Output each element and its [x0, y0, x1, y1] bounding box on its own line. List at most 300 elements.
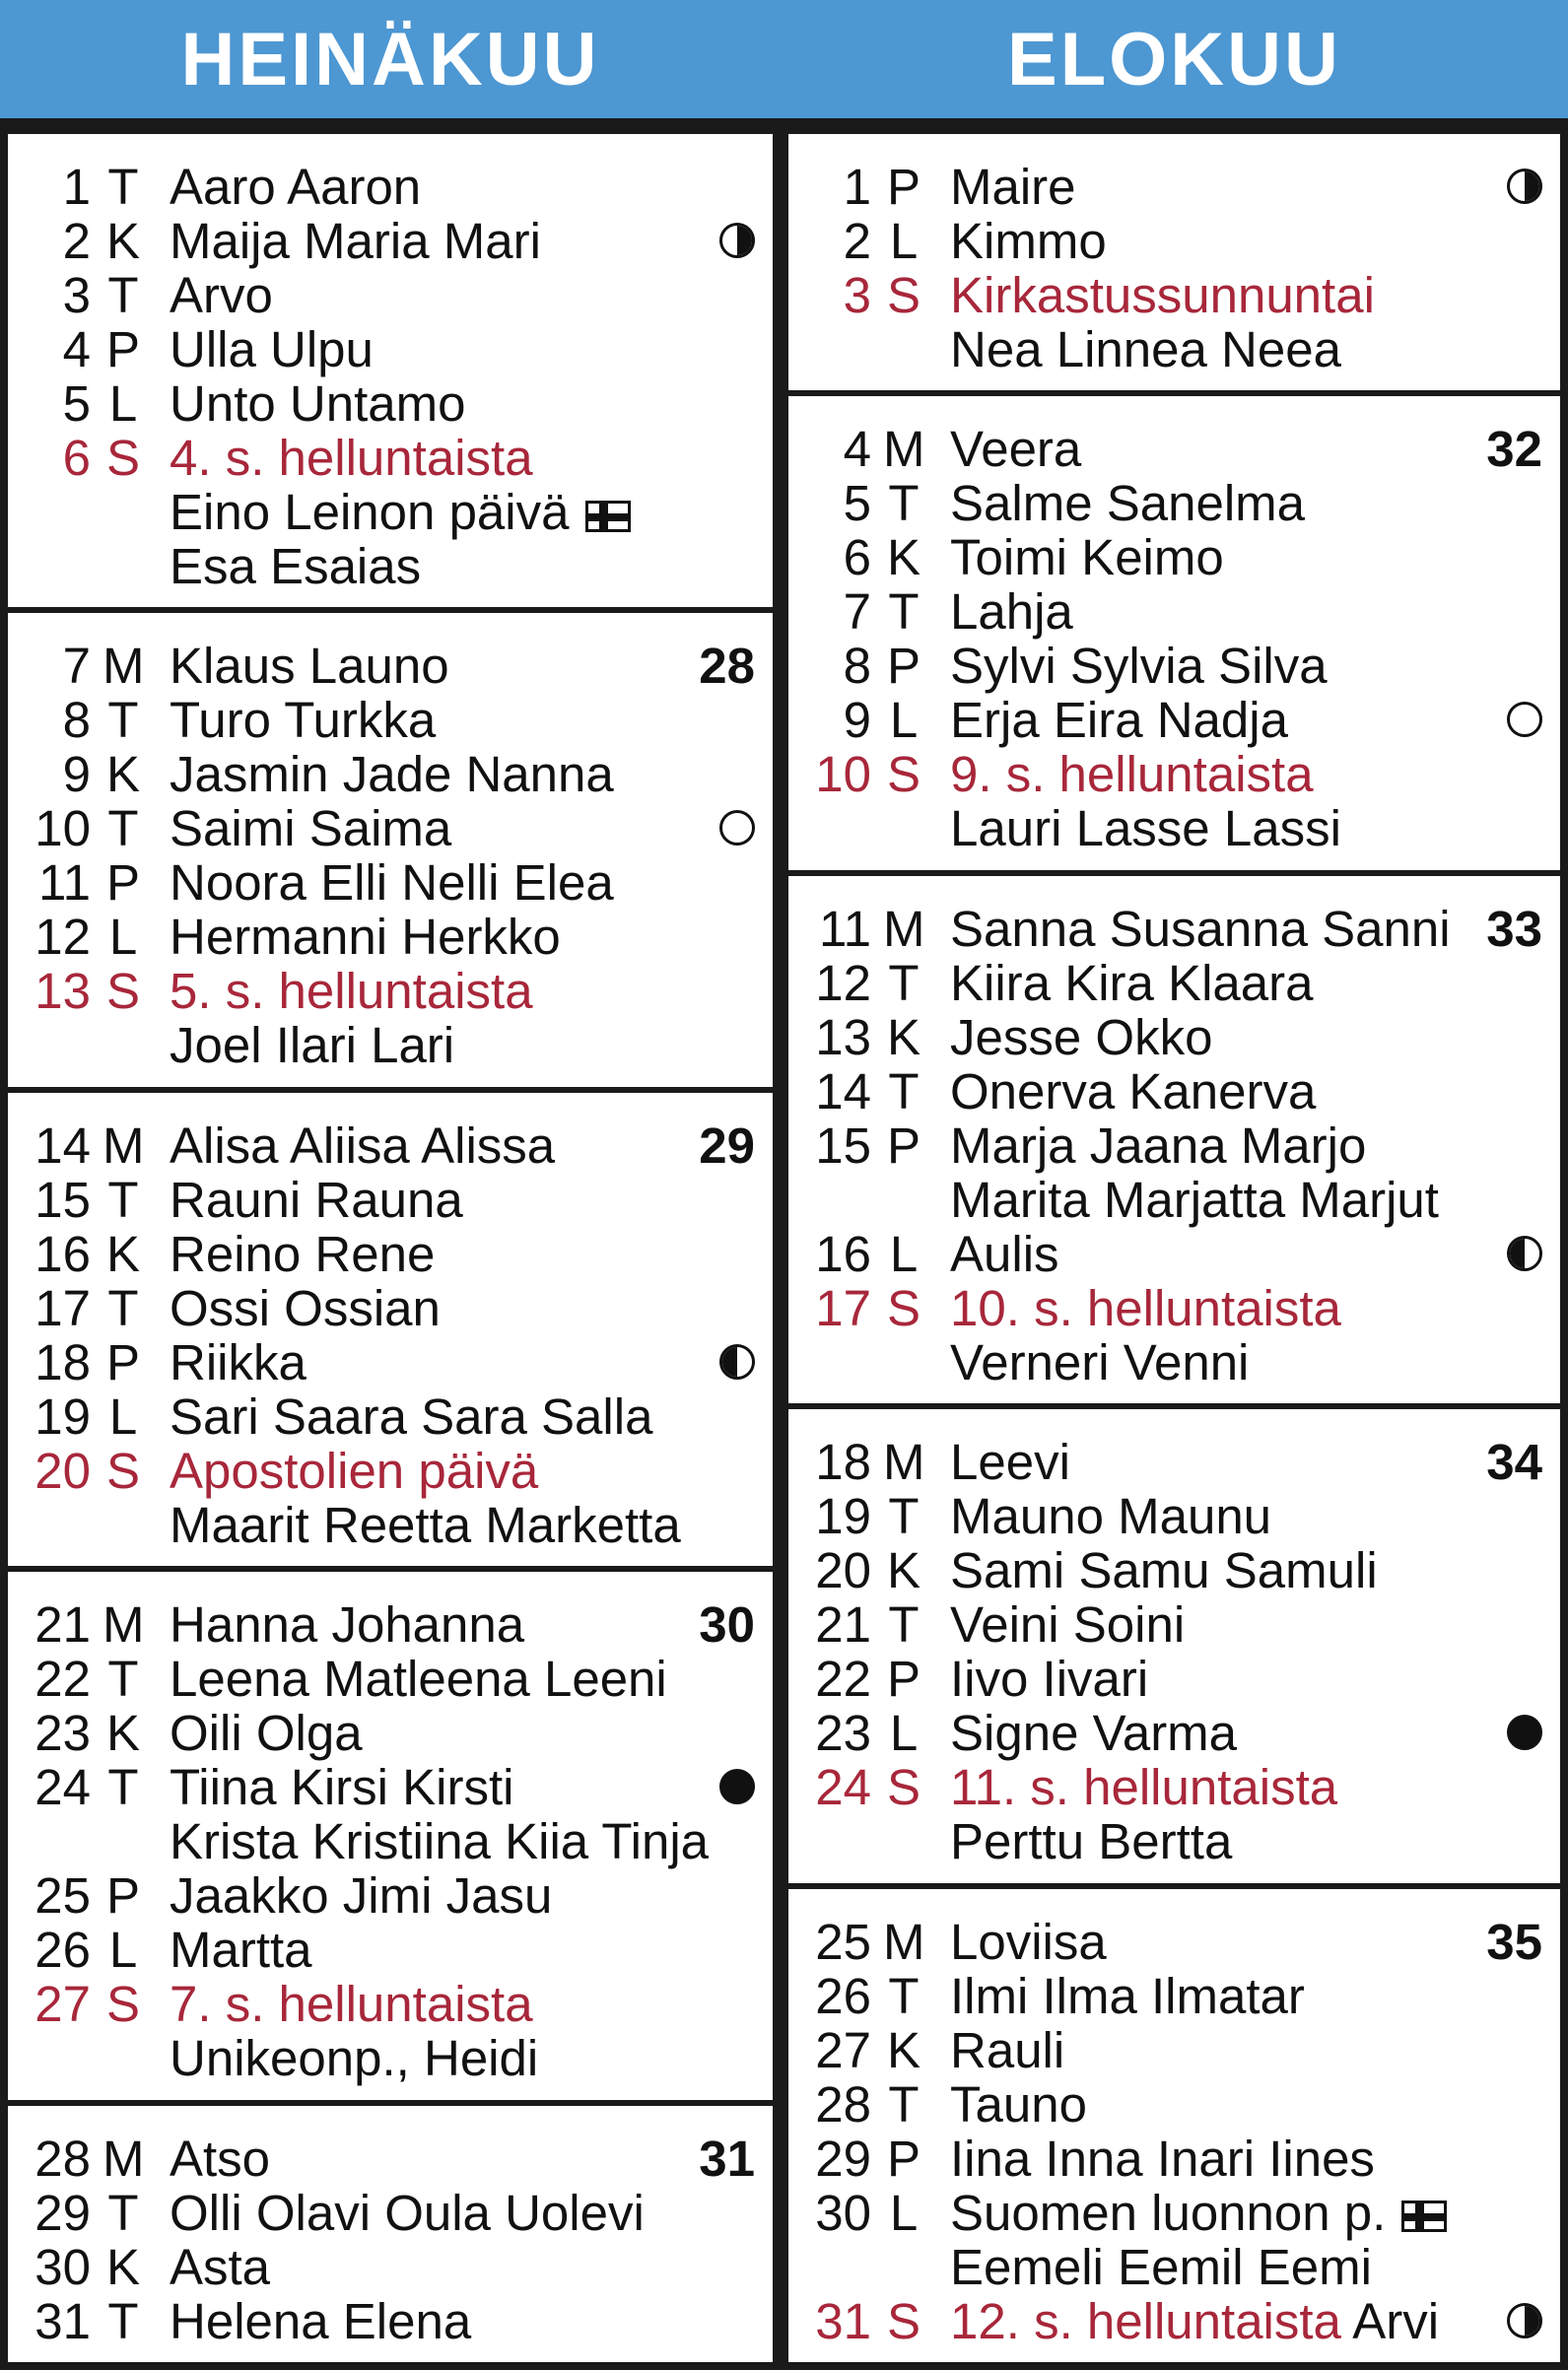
name-continuation-row [8, 1498, 773, 1552]
weekday-letter: T [888, 1488, 920, 1545]
names-text: Kimmo [950, 213, 1107, 269]
day-row [788, 747, 1560, 801]
names-text: 4. s. helluntaista [170, 430, 533, 486]
weekday-letter: P [886, 1117, 921, 1174]
name-day-names [170, 801, 451, 855]
day-number: 17 [815, 1279, 871, 1336]
name-day-names [170, 1814, 709, 1868]
names-text: Kiira Kira Klaara [950, 954, 1314, 1011]
names-text: Kirkastussunnuntai [950, 267, 1375, 323]
weekday-letter: T [888, 1596, 920, 1654]
day-row [788, 2077, 1560, 2132]
day-row [8, 322, 773, 376]
day-number: 12 [34, 909, 91, 966]
day-number: 2 [843, 213, 871, 269]
day-number: 24 [34, 1759, 91, 1816]
weekday-letter: T [107, 267, 139, 323]
weekday-letter: T [107, 1759, 139, 1816]
name-day-names [950, 530, 1224, 584]
weekday-letter: T [107, 1171, 139, 1228]
day-row [8, 1597, 773, 1652]
names-text: Ilmi Ilma Ilmatar [950, 1967, 1305, 2024]
names-text: Suomen luonnon p. [950, 2184, 1387, 2241]
day-number: 22 [815, 1651, 871, 1708]
day-row [788, 1435, 1560, 1489]
day-row [8, 1389, 773, 1444]
day-number: 9 [62, 746, 91, 803]
name-day-names [950, 902, 1451, 956]
day-number: 31 [34, 2292, 91, 2349]
names-text: Veera [950, 421, 1082, 478]
name-day-names [950, 801, 1341, 855]
day-number: 12 [815, 954, 871, 1011]
names-text: Maarit Reetta Marketta [170, 1496, 681, 1553]
day-number: 25 [815, 1913, 871, 1970]
first-quarter-moon-icon [1507, 2303, 1542, 2338]
name-day-names [950, 1543, 1378, 1597]
name-day-names [170, 1173, 463, 1227]
names-text: Esa Esaias [170, 538, 422, 594]
day-number: 3 [62, 267, 91, 323]
finnish-flag-icon [1401, 2201, 1447, 2232]
names-text: Nea Linnea Neea [950, 321, 1341, 377]
names-text: Maija Maria Mari [170, 213, 541, 269]
weekday-letter: K [105, 1225, 141, 1282]
weekday-letter: M [102, 638, 145, 695]
day-number: 20 [815, 1542, 871, 1599]
weekday-letter: S [105, 430, 141, 486]
names-text: Eino Leinon päivä [170, 484, 570, 540]
names-text: Rauli [950, 2021, 1065, 2078]
name-day-names [950, 1335, 1249, 1389]
day-number: 1 [843, 159, 871, 215]
day-row [788, 1760, 1560, 1814]
holiday-name [950, 268, 1375, 322]
weekday-letter: K [105, 213, 141, 269]
day-row [788, 1652, 1560, 1706]
day-row [788, 584, 1560, 639]
day-row [788, 693, 1560, 747]
week-block [8, 134, 773, 607]
weekday-letter: S [886, 267, 921, 323]
week-block [8, 2106, 773, 2362]
new-moon-icon [719, 1769, 755, 1804]
day-number: 20 [34, 1442, 91, 1499]
name-day-names [950, 584, 1073, 639]
weekday-letter: L [889, 1705, 919, 1762]
weekday-letter: S [105, 1442, 141, 1499]
name-continuation-row [8, 485, 773, 539]
name-day-names [170, 1498, 681, 1552]
name-continuation-row [8, 1018, 773, 1072]
weekday-letter: K [886, 529, 921, 586]
names-text: Signe Varma [950, 1705, 1238, 1762]
day-number: 19 [815, 1488, 871, 1545]
day-number: 4 [843, 421, 871, 478]
day-number: 31 [815, 2292, 871, 2349]
name-day-names [950, 2077, 1087, 2132]
day-number: 8 [843, 638, 871, 695]
name-day-names [170, 2186, 645, 2240]
month-title: ELOKUU [781, 0, 1568, 126]
name-day-names [170, 1597, 524, 1652]
name-day-names [170, 2031, 538, 2085]
names-text: Aaro Aaron [170, 159, 422, 215]
weekday-letter: L [889, 2184, 919, 2241]
last-quarter-moon-icon [1507, 1236, 1542, 1271]
weekday-letter: P [886, 159, 921, 215]
day-row [788, 1543, 1560, 1597]
name-day-names [170, 1281, 441, 1335]
day-number: 5 [62, 375, 91, 432]
names-text: Veini Soini [950, 1596, 1186, 1654]
day-row [8, 801, 773, 855]
name-day-names [170, 322, 374, 376]
names-text: Tauno [950, 2075, 1087, 2133]
day-row [788, 1227, 1560, 1281]
day-number: 29 [34, 2184, 91, 2241]
day-row [788, 1118, 1560, 1173]
name-day-names [950, 1010, 1212, 1064]
weekday-letter: T [107, 1651, 139, 1708]
name-day-names [950, 2023, 1064, 2077]
day-row [788, 1915, 1560, 1969]
day-row [788, 2186, 1560, 2240]
weekday-letter: T [888, 954, 920, 1011]
day-number: 23 [34, 1705, 91, 1762]
names-text: Ossi Ossian [170, 1279, 441, 1336]
names-text: Olli Olavi Oula Uolevi [170, 2184, 645, 2241]
name-day-names [950, 2132, 1375, 2186]
week-block [788, 1409, 1560, 1882]
names-text: Reino Rene [170, 1225, 436, 1282]
name-day-names [950, 1814, 1232, 1868]
day-row [8, 2294, 773, 2348]
names-text: Atso [170, 2130, 271, 2187]
day-row [788, 639, 1560, 693]
first-quarter-moon-icon [719, 223, 755, 258]
names-text: Noora Elli Nelli Elea [170, 854, 614, 912]
names-text: 12. s. helluntaista [950, 2292, 1341, 2349]
names-text: Aulis [950, 1225, 1059, 1282]
names-text: Turo Turkka [170, 692, 437, 749]
names-text: Apostolien päivä [170, 1442, 539, 1499]
holiday-name [170, 1444, 538, 1498]
day-row [788, 160, 1560, 214]
names-text: Leevi [950, 1434, 1070, 1491]
name-day-names [950, 422, 1081, 476]
day-number: 21 [815, 1596, 871, 1654]
weekday-letter: T [107, 159, 139, 215]
day-row [788, 902, 1560, 956]
day-number: 27 [815, 2021, 871, 2078]
name-day-names [170, 1227, 435, 1281]
week-block [788, 876, 1560, 1403]
day-row [788, 422, 1560, 476]
holiday-name [950, 747, 1314, 801]
day-row [8, 1706, 773, 1760]
day-row [8, 376, 773, 431]
day-row [8, 160, 773, 214]
names-text: Ulla Ulpu [170, 321, 374, 377]
names-text: Sami Samu Samuli [950, 1542, 1378, 1599]
day-row [8, 1335, 773, 1389]
name-day-names [170, 485, 631, 539]
names-text: Perttu Bertta [950, 1813, 1233, 1870]
day-number: 4 [62, 321, 91, 377]
weekday-letter: L [889, 213, 919, 269]
day-number: 24 [815, 1759, 871, 1816]
day-row [788, 268, 1560, 322]
name-day-names [170, 214, 541, 268]
day-number: 10 [34, 800, 91, 857]
name-day-names [950, 639, 1328, 693]
first-quarter-moon-icon [1507, 169, 1542, 204]
day-row [788, 1706, 1560, 1760]
names-text: Krista Kristiina Kiia Tinja [170, 1813, 710, 1870]
day-number: 8 [62, 692, 91, 749]
name-day-names [950, 1064, 1316, 1118]
day-row [8, 2132, 773, 2186]
week-block [788, 134, 1560, 390]
name-day-names [950, 1489, 1271, 1543]
weekday-letter: K [886, 1542, 921, 1599]
day-row [788, 1064, 1560, 1118]
name-day-names [950, 476, 1305, 530]
day-number: 14 [815, 1062, 871, 1119]
weekday-letter: S [886, 746, 921, 803]
day-number: 16 [815, 1225, 871, 1282]
weekday-letter: T [888, 475, 920, 532]
day-number: 18 [815, 1434, 871, 1491]
day-row [8, 1760, 773, 1814]
day-row [8, 855, 773, 910]
day-number: 6 [843, 529, 871, 586]
weekday-letter: M [883, 1913, 925, 1970]
name-continuation-row [788, 2240, 1560, 2294]
name-day-names [170, 1923, 312, 1977]
day-number: 7 [62, 638, 91, 695]
weekday-letter: S [886, 1759, 921, 1816]
weekday-letter: M [102, 1117, 145, 1174]
name-day-names [170, 2294, 471, 2348]
name-day-names [170, 1335, 307, 1389]
day-number: 18 [34, 1333, 91, 1390]
day-number: 28 [34, 2130, 91, 2187]
name-day-names [950, 1915, 1107, 1969]
names-text: Joel Ilari Lari [170, 1017, 455, 1074]
day-row [788, 476, 1560, 530]
holiday-name [170, 431, 533, 485]
name-continuation-row [8, 1814, 773, 1868]
names-text: 7. s. helluntaista [170, 1976, 533, 2033]
month-body [8, 134, 773, 2362]
name-day-names [950, 1435, 1070, 1489]
name-day-names [950, 160, 1076, 214]
day-row [788, 1597, 1560, 1652]
day-number: 13 [34, 963, 91, 1020]
name-day-names [170, 376, 465, 431]
names-text: Rauni Rauna [170, 1171, 463, 1228]
day-row [8, 1227, 773, 1281]
name-day-names [170, 268, 273, 322]
day-row [788, 1969, 1560, 2023]
names-text: Helena Elena [170, 2292, 472, 2349]
name-continuation-row [8, 2031, 773, 2085]
weekday-letter: T [888, 1967, 920, 2024]
weekday-letter: T [888, 1062, 920, 1119]
day-number: 26 [34, 1922, 91, 1979]
day-row [788, 2132, 1560, 2186]
day-number: 14 [34, 1117, 91, 1174]
name-day-names [950, 2186, 1447, 2240]
name-day-names [170, 1652, 667, 1706]
week-block [8, 1093, 773, 1566]
day-number: 6 [62, 430, 91, 486]
name-day-names [950, 1597, 1185, 1652]
day-row [8, 1923, 773, 1977]
names-text: Saimi Saima [170, 800, 452, 857]
names-text: Iivo Iivari [950, 1651, 1149, 1708]
week-number: 28 [699, 638, 755, 695]
names-text: Toimi Keimo [950, 529, 1224, 586]
name-day-names [170, 1868, 552, 1923]
names-text: Loviisa [950, 1913, 1107, 1970]
names-text: Mauno Maunu [950, 1488, 1272, 1545]
names-text: Sari Saara Sara Salla [170, 1388, 653, 1445]
weekday-letter: K [886, 1008, 921, 1065]
weekday-letter: T [107, 692, 139, 749]
names-text: Jasmin Jade Nanna [170, 746, 614, 803]
day-number: 29 [815, 2130, 871, 2187]
weekday-letter: L [889, 1225, 919, 1282]
name-day-names [950, 1173, 1439, 1227]
holiday-name [170, 1977, 533, 2031]
names-text: 9. s. helluntaista [950, 746, 1314, 803]
day-row [788, 956, 1560, 1010]
finnish-flag-icon [585, 501, 631, 532]
day-number: 7 [843, 583, 871, 641]
name-continuation-row [788, 1335, 1560, 1389]
names-text: 11. s. helluntaista [950, 1759, 1338, 1816]
new-moon-icon [1507, 1715, 1542, 1750]
day-number: 2 [62, 213, 91, 269]
names-text: Sylvi Sylvia Silva [950, 638, 1328, 695]
day-number: 28 [815, 2075, 871, 2133]
name-day-names [950, 1118, 1366, 1173]
name-continuation-row [788, 322, 1560, 376]
day-number: 5 [843, 475, 871, 532]
week-number: 31 [699, 2130, 755, 2187]
day-number: 16 [34, 1225, 91, 1282]
weekday-letter: T [107, 800, 139, 857]
day-row [8, 1652, 773, 1706]
weekday-letter: T [107, 1279, 139, 1336]
name-day-names [950, 214, 1107, 268]
name-day-names [950, 1227, 1059, 1281]
names-text: Verneri Venni [950, 1333, 1250, 1390]
weekday-letter: T [107, 2292, 139, 2349]
day-row [8, 747, 773, 801]
names-text: 5. s. helluntaista [170, 963, 533, 1020]
weekday-letter: P [886, 1651, 921, 1708]
weekday-letter: M [883, 1434, 925, 1491]
weekday-letter: T [107, 2184, 139, 2241]
name-day-names [170, 160, 421, 214]
names-text: Salme Sanelma [950, 475, 1306, 532]
names-text: Riikka [170, 1333, 307, 1390]
holiday-name [950, 1760, 1337, 1814]
day-number: 21 [34, 1596, 91, 1654]
weekday-letter: T [888, 2075, 920, 2133]
weekday-letter: P [886, 638, 921, 695]
name-day-names [950, 322, 1341, 376]
weekday-letter: P [105, 1867, 141, 1925]
names-text: Sanna Susanna Sanni [950, 900, 1451, 957]
week-block [8, 1572, 773, 2099]
names-text: Jesse Okko [950, 1008, 1213, 1065]
day-number: 17 [34, 1279, 91, 1336]
day-row [788, 1281, 1560, 1335]
weekday-letter: S [105, 1976, 141, 2033]
names-text: Leena Matleena Leeni [170, 1651, 667, 1708]
day-row [8, 2240, 773, 2294]
names-text: Martta [170, 1922, 312, 1979]
day-row [8, 1281, 773, 1335]
name-continuation-row [788, 1814, 1560, 1868]
holiday-name [950, 2294, 1439, 2348]
weekday-letter: P [886, 2130, 921, 2187]
weekday-letter: M [102, 1596, 145, 1654]
names-text: Lahja [950, 583, 1073, 641]
day-row [8, 1173, 773, 1227]
day-row [8, 639, 773, 693]
month-body [788, 134, 1560, 2362]
day-row [8, 1977, 773, 2031]
day-row [8, 268, 773, 322]
day-row [788, 1010, 1560, 1064]
weekday-letter: K [105, 2238, 141, 2295]
names-text: Oili Olga [170, 1705, 363, 1762]
day-row [8, 1868, 773, 1923]
week-number: 33 [1486, 900, 1542, 957]
name-day-names [170, 910, 561, 964]
day-row [788, 530, 1560, 584]
weekday-letter: L [108, 1388, 138, 1445]
day-row [788, 214, 1560, 268]
day-number: 3 [843, 267, 871, 323]
names-text: Arvo [170, 267, 273, 323]
name-day-names [170, 1706, 363, 1760]
name-day-names [950, 1706, 1237, 1760]
names-text: Jaakko Jimi Jasu [170, 1867, 553, 1925]
weekday-letter: P [105, 321, 141, 377]
name-day-names [170, 1760, 513, 1814]
name-day-names [170, 693, 436, 747]
day-row [8, 1118, 773, 1173]
day-number: 15 [34, 1171, 91, 1228]
name-continuation-row [8, 539, 773, 593]
names-text: Marita Marjatta Marjut [950, 1171, 1439, 1228]
day-number: 10 [815, 746, 871, 803]
day-number: 1 [62, 159, 91, 215]
name-day-names [170, 1389, 652, 1444]
day-number: 19 [34, 1388, 91, 1445]
weekday-letter: K [886, 2021, 921, 2078]
holiday-name [170, 964, 533, 1018]
week-block [8, 613, 773, 1086]
names-text: Tiina Kirsi Kirsti [170, 1759, 514, 1816]
